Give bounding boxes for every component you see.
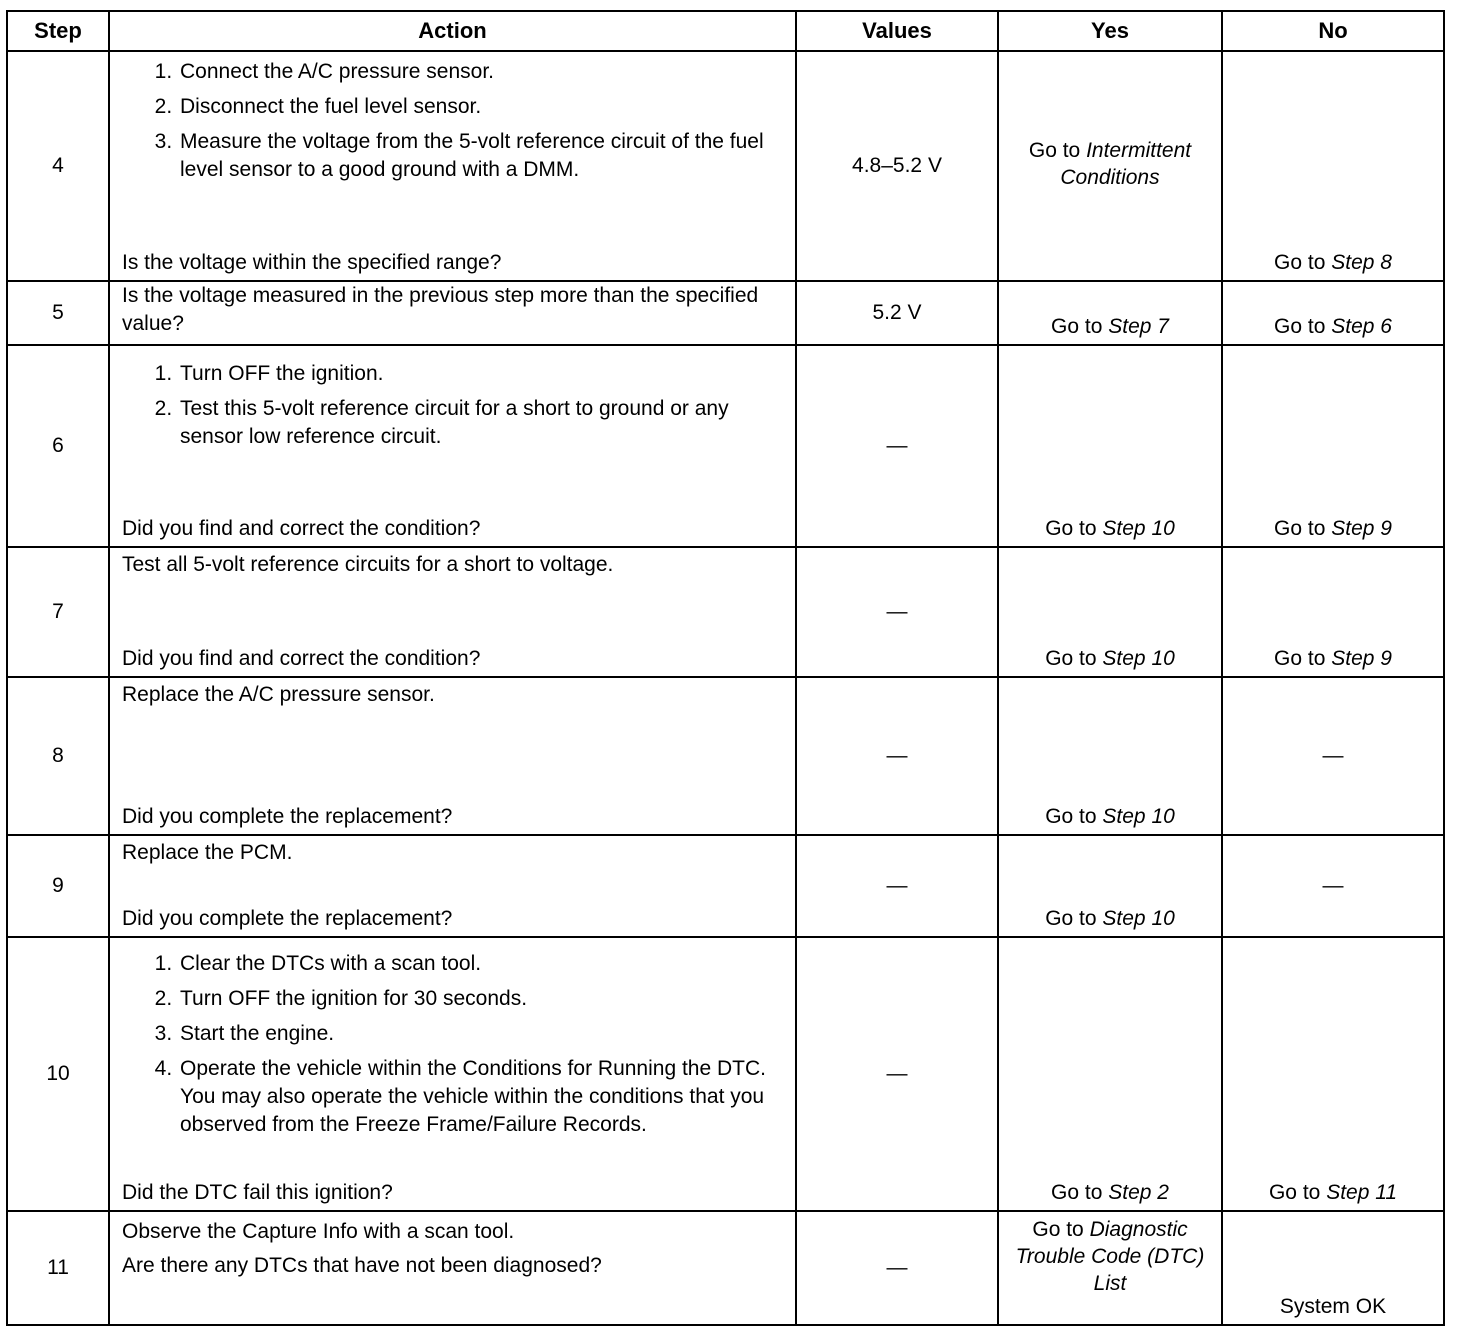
action-text: Test all 5-volt reference circuits for a short to voltage. (122, 553, 614, 576)
action-list (122, 360, 787, 458)
value-cell: — (796, 1211, 998, 1325)
no-cell (1222, 937, 1444, 1211)
no-cell: — (1222, 835, 1444, 937)
action-question: Did the DTC fail this ignition? (122, 1181, 393, 1204)
action-list (122, 58, 787, 191)
action-text: Replace the A/C pressure sensor. (122, 683, 435, 706)
action-cell (109, 1211, 796, 1325)
table-row (7, 937, 1444, 1211)
table-row (7, 281, 1444, 345)
no-prefix: Go to (1274, 517, 1326, 540)
yes-cell (998, 1211, 1222, 1325)
step-number: 6 (7, 345, 109, 547)
header-row (7, 11, 1444, 51)
table-row (7, 1211, 1444, 1325)
yes-cell (998, 281, 1222, 345)
no-cell (1222, 51, 1444, 281)
action-question: Did you complete the replacement? (122, 907, 453, 930)
action-cell (109, 345, 796, 547)
yes-prefix: Go to (1032, 1218, 1084, 1241)
step-number: 8 (7, 677, 109, 835)
no-cell: — (1222, 677, 1444, 835)
yes-prefix: Go to (1045, 647, 1097, 670)
yes-link[interactable]: Step 2 (1108, 1181, 1169, 1204)
no-prefix: Go to (1274, 315, 1326, 338)
no-link[interactable]: Step 8 (1331, 251, 1392, 274)
no-prefix: Go to (1268, 1181, 1321, 1204)
value-cell: 5.2 V (796, 281, 998, 345)
yes-prefix: Go to (1028, 139, 1081, 162)
list-item: 1. Clear the DTCs with a scan tool. (178, 950, 787, 978)
yes-prefix: Go to (1045, 517, 1097, 540)
no-link[interactable]: Step 6 (1331, 315, 1392, 338)
yes-cell (998, 547, 1222, 677)
step-number: 4 (7, 51, 109, 281)
no-cell (1222, 281, 1444, 345)
action-cell (109, 677, 796, 835)
action-question: Are there any DTCs that have not been diagnosed? (122, 1254, 602, 1277)
no-link[interactable]: Step 11 (1326, 1181, 1398, 1204)
no-cell: System OK (1222, 1211, 1444, 1325)
yes-link[interactable]: Step 10 (1102, 907, 1175, 930)
table-row (7, 51, 1444, 281)
yes-prefix: Go to (1051, 315, 1103, 338)
yes-prefix: Go to (1045, 907, 1097, 930)
header-yes: Yes (998, 11, 1222, 51)
yes-cell (998, 937, 1222, 1211)
yes-cell (998, 835, 1222, 937)
yes-link[interactable]: Diagnostic Trouble Code (DTC) List (1015, 1218, 1205, 1295)
yes-link[interactable]: Intermittent Conditions (1060, 139, 1192, 189)
list-item: 3. Start the engine. (178, 1020, 787, 1048)
action-text: Replace the PCM. (122, 841, 293, 864)
action-question: Did you find and correct the condition? (122, 517, 481, 540)
yes-cell (998, 677, 1222, 835)
action-cell (109, 547, 796, 677)
no-prefix: Go to (1274, 251, 1326, 274)
no-cell (1222, 345, 1444, 547)
yes-link[interactable]: Step 10 (1102, 517, 1175, 540)
action-cell (109, 937, 796, 1211)
no-cell (1222, 547, 1444, 677)
step-number: 11 (7, 1211, 109, 1325)
header-step: Step (7, 11, 109, 51)
action-cell (109, 51, 796, 281)
yes-link[interactable]: Step 10 (1102, 647, 1175, 670)
no-link[interactable]: Step 9 (1331, 647, 1392, 670)
list-item: 1. Turn OFF the ignition. (178, 360, 787, 388)
action-question: Did you complete the replacement? (122, 805, 453, 828)
header-action: Action (109, 11, 796, 51)
list-item: 2. Disconnect the fuel level sensor. (178, 93, 787, 121)
diagnostic-table (6, 10, 1445, 1326)
value-cell: — (796, 937, 998, 1211)
value-cell: — (796, 547, 998, 677)
no-prefix: Go to (1274, 647, 1326, 670)
list-item: 2. Test this 5-volt reference circuit for a short to ground or any sensor low reference circuit. (178, 395, 780, 451)
value-cell: — (796, 345, 998, 547)
value-cell: 4.8–5.2 V (796, 51, 998, 281)
table-row (7, 835, 1444, 937)
list-item: 4. Operate the vehicle within the Conditions for Running the DTC. You may also operate the vehicle within the conditions that you observed from the Freeze Frame/Failure Records. (178, 1055, 790, 1139)
list-item: 2. Turn OFF the ignition for 30 seconds. (178, 985, 787, 1013)
value-cell: — (796, 835, 998, 937)
yes-cell (998, 51, 1222, 281)
step-number: 9 (7, 835, 109, 937)
table-row (7, 677, 1444, 835)
list-item: 1. Connect the A/C pressure sensor. (178, 58, 787, 86)
yes-link[interactable]: Step 7 (1108, 315, 1169, 338)
table-row (7, 345, 1444, 547)
step-number: 7 (7, 547, 109, 677)
step-number: 5 (7, 281, 109, 345)
action-question: Did you find and correct the condition? (122, 647, 481, 670)
value-cell: — (796, 677, 998, 835)
header-values: Values (796, 11, 998, 51)
action-question: Is the voltage within the specified range? (122, 251, 502, 274)
action-cell (109, 835, 796, 937)
yes-prefix: Go to (1051, 1181, 1103, 1204)
no-link[interactable]: Step 9 (1331, 517, 1392, 540)
action-list (122, 950, 787, 1146)
yes-prefix: Go to (1045, 805, 1097, 828)
yes-link[interactable]: Step 10 (1102, 805, 1175, 828)
action-cell (109, 281, 796, 345)
header-no: No (1222, 11, 1444, 51)
action-text: Observe the Capture Info with a scan tool. (122, 1220, 515, 1243)
yes-cell (998, 345, 1222, 547)
list-item: 3. Measure the voltage from the 5-volt reference circuit of the fuel level sensor to a good ground with a DMM. (178, 128, 780, 184)
table-row (7, 547, 1444, 677)
action-text: Is the voltage measured in the previous step more than the specified value? (122, 284, 759, 335)
step-number: 10 (7, 937, 109, 1211)
